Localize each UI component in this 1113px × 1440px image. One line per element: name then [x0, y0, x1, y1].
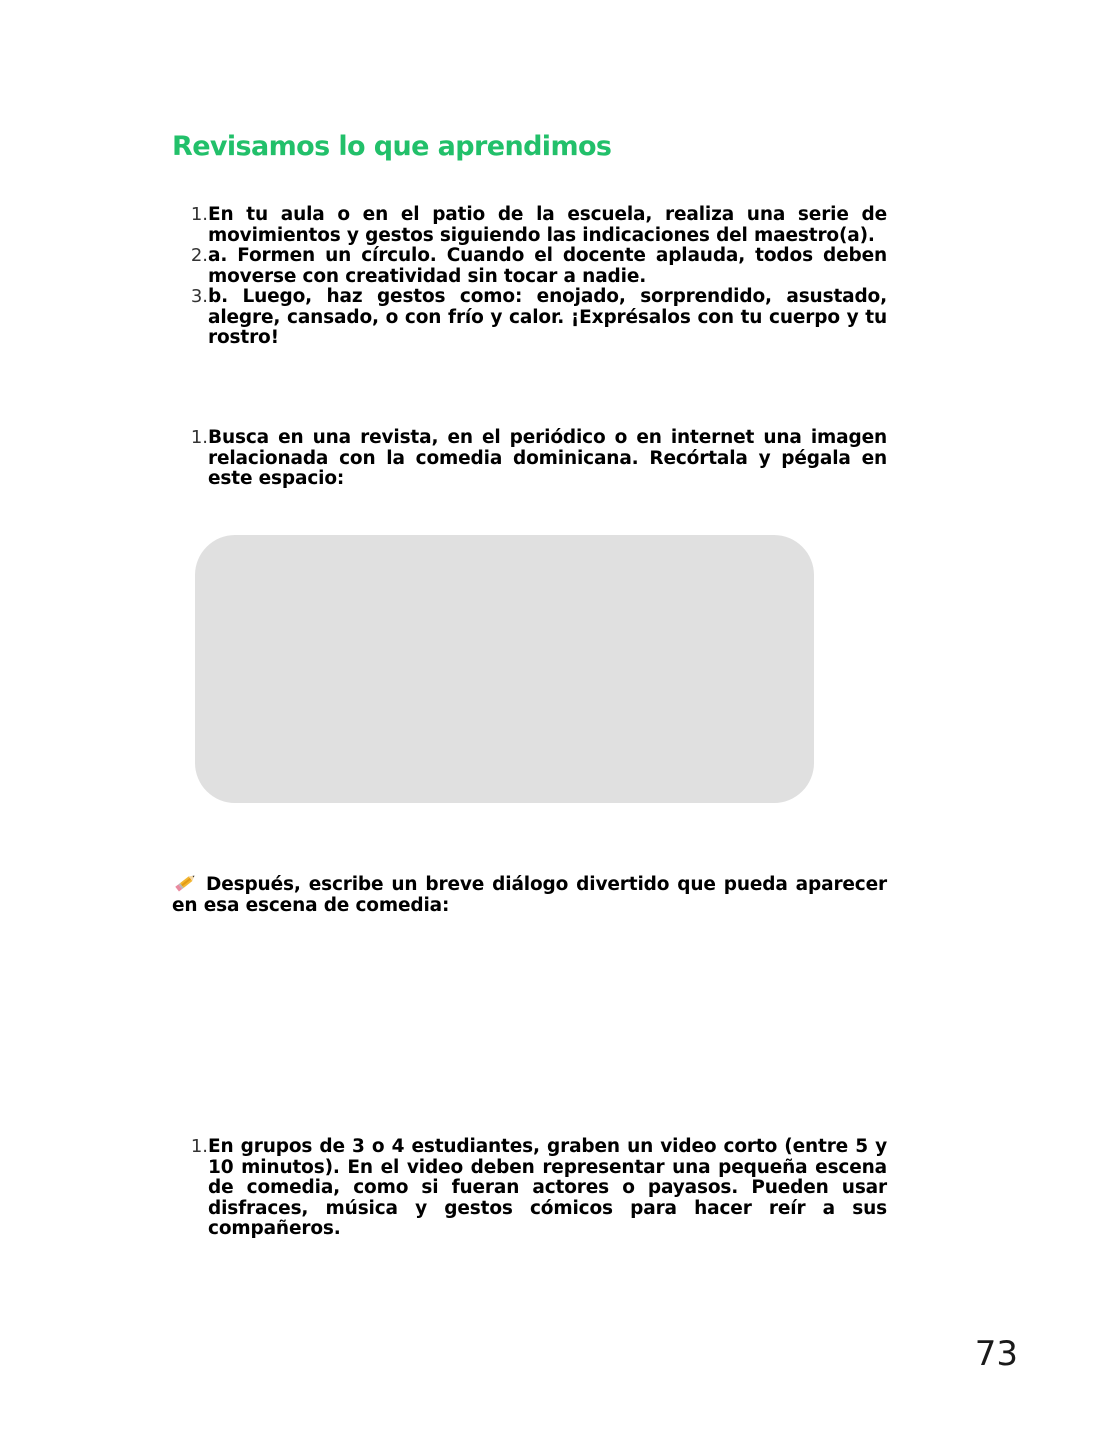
- list-text: b. Luego, haz gestos como: enojado, sorprendido, asustado, alegre, cansado, o con frío y calor. ¡Exprésalos con tu cuerpo y tu rostro!: [208, 286, 887, 348]
- list-item: [184, 428, 887, 490]
- list-item: [184, 205, 887, 246]
- section-heading: Revisamos lo que aprendimos: [172, 131, 612, 162]
- list-number: 1.: [190, 204, 208, 225]
- dialogue-prompt: [172, 873, 887, 916]
- list-number: 1.: [190, 1136, 208, 1157]
- list-item: [184, 1137, 887, 1240]
- image-paste-area: [195, 535, 814, 803]
- list-item: [184, 246, 887, 287]
- list-number: 2.: [190, 245, 208, 266]
- list-number: 3.: [190, 286, 208, 307]
- list-text: En grupos de 3 o 4 estudiantes, graben un video corto (entre 5 y 10 minutos). En el video deben representar una pequeña escena de comedia, como si fueran actores o payasos. Pueden usar disfraces, música y gestos cómicos para hacer reír a sus compañeros.: [208, 1136, 887, 1239]
- list-text: a. Formen un círculo. Cuando el docente aplauda, todos deben moverse con creatividad sin tocar a nadie.: [208, 245, 887, 287]
- video-activity-list: [184, 1137, 887, 1240]
- dialogue-prompt-text: Después, escribe un breve diálogo divertido que pueda aparecer en esa escena de comedia:: [172, 874, 887, 916]
- list-text: Busca en una revista, en el periódico o en internet una imagen relacionada con la comedia dominicana. Recórtala y pégala en este espacio:: [208, 427, 887, 489]
- page-number: 73: [974, 1334, 1018, 1374]
- list-number: 1.: [190, 427, 208, 448]
- list-item: [184, 287, 887, 349]
- image-search-activity-list: [184, 428, 887, 490]
- pencil-icon: [172, 873, 198, 893]
- list-text: En tu aula o en el patio de la escuela, realiza una serie de movimientos y gestos siguiendo las indicaciones del maestro(a).: [208, 204, 887, 246]
- movement-activity-list: [184, 205, 887, 349]
